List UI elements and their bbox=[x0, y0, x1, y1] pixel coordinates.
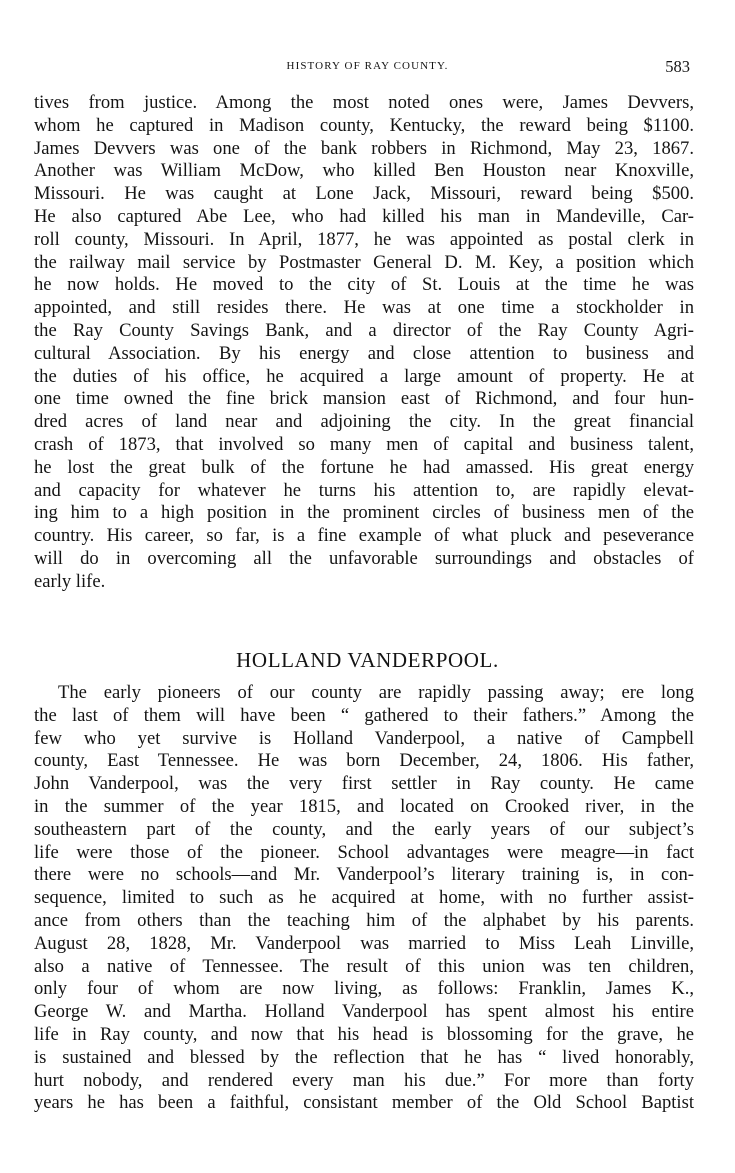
text-line: and capacity for whatever he turns his attention to, are rapidly elevat- bbox=[34, 479, 694, 501]
text-line: the railway mail service by Postmaster General D. M. Key, a position which bbox=[34, 251, 694, 273]
text-line: he lost the great bulk of the fortune he had amassed. His great energy bbox=[34, 456, 694, 478]
text-line: hurt nobody, and rendered every man his due.” For more than forty bbox=[34, 1069, 694, 1091]
text-line: appointed, and still resides there. He was at one time a stockholder in bbox=[34, 297, 694, 319]
text-line: dred acres of land near and adjoining the city. In the great financial bbox=[34, 411, 694, 433]
text-line: life in Ray county, and now that his head is blossoming for the grave, he bbox=[34, 1023, 694, 1045]
text-line: the last of them will have been “ gathered to their fathers.” Among the bbox=[34, 704, 694, 726]
text-line: ance from others than the teaching him of the alphabet by his parents. bbox=[34, 909, 694, 931]
text-line: whom he captured in Madison county, Kentucky, the reward being $1100. bbox=[34, 114, 694, 136]
text-line: roll county, Missouri. In April, 1877, he was appointed as postal clerk in bbox=[34, 228, 694, 250]
text-line: southeastern part of the county, and the early years of our subject’s bbox=[34, 818, 694, 840]
text-line: one time owned the fine brick mansion east of Richmond, and four hun- bbox=[34, 388, 694, 410]
text-line: few who yet survive is Holland Vanderpool, a native of Campbell bbox=[34, 727, 694, 749]
text-line: in the summer of the year 1815, and located on Crooked river, in the bbox=[34, 795, 694, 817]
text-line: there were no schools—and Mr. Vanderpool’s literary training is, in con- bbox=[34, 864, 694, 886]
text-line: ing him to a high position in the prominent circles of business men of the bbox=[34, 502, 694, 524]
text-line: years he has been a faithful, consistant member of the Old School Baptist bbox=[34, 1092, 694, 1114]
text-line: The early pioneers of our county are rapidly passing away; ere long bbox=[58, 682, 694, 703]
text-line: He also captured Abe Lee, who had killed his man in Mandeville, Car- bbox=[34, 205, 694, 227]
text-line: tives from justice. Among the most noted ones were, James Devvers, bbox=[34, 92, 694, 113]
text-line: the Ray County Savings Bank, and a director of the Ray County Agri- bbox=[34, 319, 694, 341]
text-line: early life. bbox=[34, 570, 106, 592]
text-line: Missouri. He was caught at Lone Jack, Missouri, reward being $500. bbox=[34, 183, 694, 205]
text-line: only four of whom are now living, as follows: Franklin, James K., bbox=[34, 978, 694, 1000]
text-line: also a native of Tennessee. The result of this union was ten children, bbox=[34, 955, 694, 977]
section-heading: HOLLAND VANDERPOOL. bbox=[236, 648, 499, 672]
text-line: John Vanderpool, was the very first settler in Ray county. He came bbox=[34, 773, 694, 795]
text-line: sequence, limited to such as he acquired at home, with no further assist- bbox=[34, 887, 694, 909]
running-title: HISTORY OF RAY COUNTY. bbox=[286, 60, 449, 72]
text-line: crash of 1873, that involved so many men of capital and business talent, bbox=[34, 433, 694, 455]
paragraph-vanderpool bbox=[34, 682, 694, 1115]
text-line: life were those of the pioneer. School advantages were meagre—in fact bbox=[34, 841, 694, 863]
text-line: Another was William McDow, who killed Ben Houston near Knoxville, bbox=[34, 160, 694, 182]
running-header bbox=[0, 57, 735, 77]
text-line: will do in overcoming all the unfavorable surroundings and obstacles of bbox=[34, 547, 694, 569]
text-line: George W. and Martha. Holland Vanderpool has spent almost his entire bbox=[34, 1001, 694, 1023]
text-line: is sustained and blessed by the reflection that he has “ lived honorably, bbox=[34, 1046, 694, 1068]
text-line: the duties of his office, he acquired a large amount of property. He at bbox=[34, 365, 694, 387]
paragraph-continuation bbox=[34, 92, 694, 594]
page-number: 583 bbox=[665, 57, 690, 76]
text-line: cultural Association. By his energy and close attention to business and bbox=[34, 342, 694, 364]
text-line: county, East Tennessee. He was born December, 24, 1806. His father, bbox=[34, 750, 694, 772]
text-line: August 28, 1828, Mr. Vanderpool was married to Miss Leah Linville, bbox=[34, 932, 694, 954]
text-line: country. His career, so far, is a fine example of what pluck and peseverance bbox=[34, 525, 694, 547]
text-line: he now holds. He moved to the city of St. Louis at the time he was bbox=[34, 274, 694, 296]
text-line: James Devvers was one of the bank robbers in Richmond, May 23, 1867. bbox=[34, 137, 694, 159]
